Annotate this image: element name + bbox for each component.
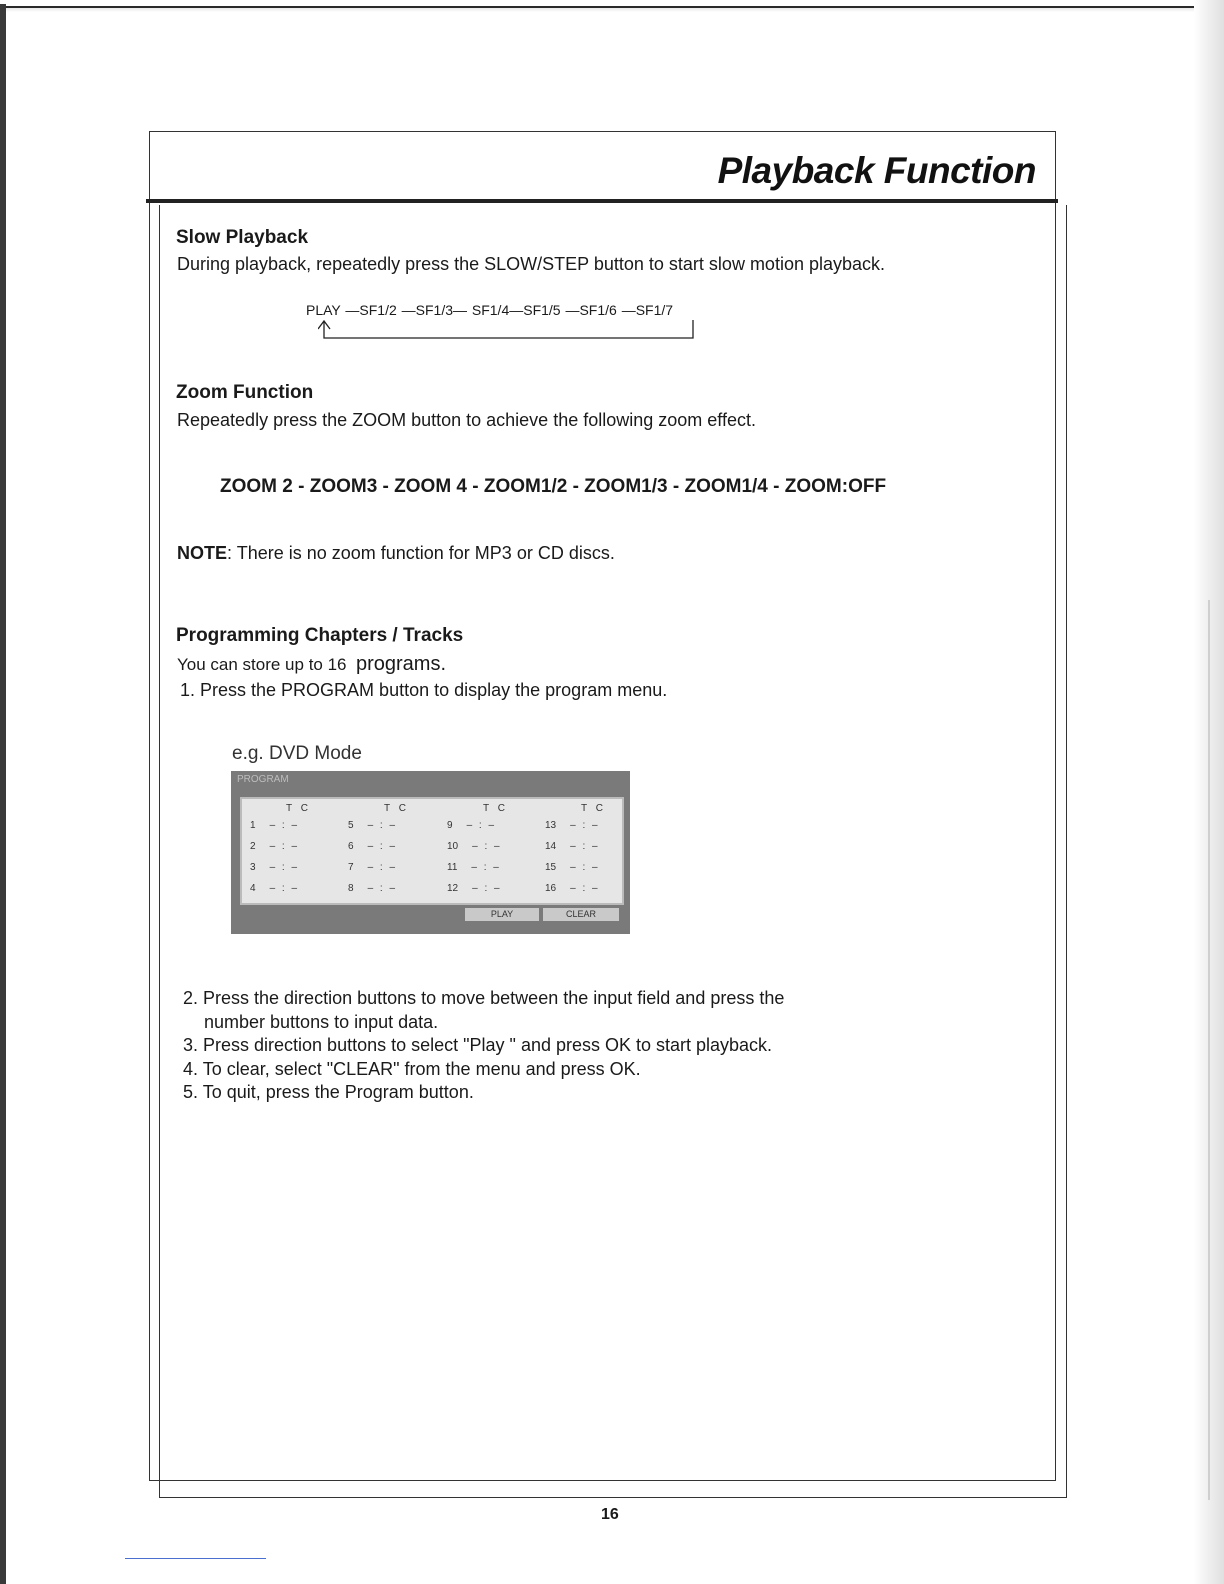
program-menu-screenshot: [231, 771, 630, 934]
slow-playback-text: During playback, repeatedly press the SLOW/STEP button to start slow motion playback.: [177, 254, 886, 274]
page-number: 16: [601, 1506, 619, 1523]
program-slot: 6 – : –: [348, 841, 398, 852]
program-slot: 14 – : –: [545, 841, 600, 852]
program-slot: 15 – : –: [545, 862, 600, 873]
program-column-4: [545, 803, 635, 904]
program-slot: 9 – : –: [447, 820, 497, 831]
programming-intro: [177, 653, 446, 676]
program-slot: 8 – : –: [348, 883, 398, 894]
zoom-note: [177, 543, 615, 564]
scan-left-edge: [0, 4, 6, 1584]
column-header: T C: [581, 803, 606, 814]
title-rule: [146, 199, 1058, 203]
note-label: NOTE: [177, 543, 228, 563]
step-2a: 2. Press the direction buttons to move between the input field and press the: [183, 988, 785, 1008]
programming-step1: 1. Press the PROGRAM button to display the program menu.: [180, 680, 668, 700]
program-column-1: [250, 803, 340, 904]
loop-arrow-icon: [318, 318, 696, 340]
program-play-button: PLAY: [465, 908, 539, 921]
program-slot: 11 – : –: [447, 862, 501, 873]
step-3: 3. Press direction buttons to select "Play " and press OK to start playback.: [183, 1035, 773, 1055]
column-header: T C: [384, 803, 409, 814]
program-slot: 16 – : –: [545, 883, 600, 894]
column-header: T C: [483, 803, 508, 814]
zoom-text: Repeatedly press the ZOOM button to achieve the following zoom effect.: [177, 410, 756, 430]
scan-blue-line: [125, 1558, 266, 1559]
step-2b: number buttons to input data.: [204, 1011, 439, 1032]
program-column-2: [348, 803, 438, 904]
programming-steps: [183, 987, 784, 1105]
program-slot: 3 – : –: [250, 862, 300, 873]
program-slot: 7 – : –: [348, 862, 398, 873]
slow-sequence: PLAY —SF1/2 —SF1/3— SF1/4—SF1/5 —SF1/6 —SF1/7: [306, 302, 674, 318]
program-slot: 2 – : –: [250, 841, 300, 852]
example-label: e.g. DVD Mode: [232, 743, 362, 764]
program-column-3: [447, 803, 537, 904]
program-slot: 12 – : –: [447, 883, 502, 894]
program-slot: 5 – : –: [348, 820, 398, 831]
scan-right-line: [1208, 600, 1210, 1500]
programming-heading: Programming Chapters / Tracks: [176, 625, 464, 646]
program-slot: 1 – : –: [250, 820, 300, 831]
program-slot: 4 – : –: [250, 883, 300, 894]
column-header: T C: [286, 803, 311, 814]
slow-playback-heading: Slow Playback: [176, 227, 309, 248]
program-slot: 13 – : –: [545, 820, 600, 831]
zoom-sequence: ZOOM 2 - ZOOM3 - ZOOM 4 - ZOOM1/2 - ZOOM1/3 - ZOOM1/4 - ZOOM:OFF: [220, 476, 887, 497]
page-title: Playback Function: [717, 150, 1036, 191]
program-slot: 10 – : –: [447, 841, 502, 852]
intro-b: programs.: [355, 653, 446, 675]
note-text: : There is no zoom function for MP3 or CD discs.: [227, 543, 615, 563]
program-clear-button: CLEAR: [543, 908, 619, 921]
zoom-heading: Zoom Function: [176, 382, 314, 403]
step-5: 5. To quit, press the Program button.: [183, 1082, 474, 1102]
scan-top-edge: [0, 0, 1224, 12]
program-menu-panel: [240, 797, 624, 905]
program-menu-title: PROGRAM: [237, 774, 289, 785]
step-4: 4. To clear, select "CLEAR" from the menu and press OK.: [183, 1058, 641, 1079]
intro-a: You can store up to 16: [177, 655, 347, 674]
